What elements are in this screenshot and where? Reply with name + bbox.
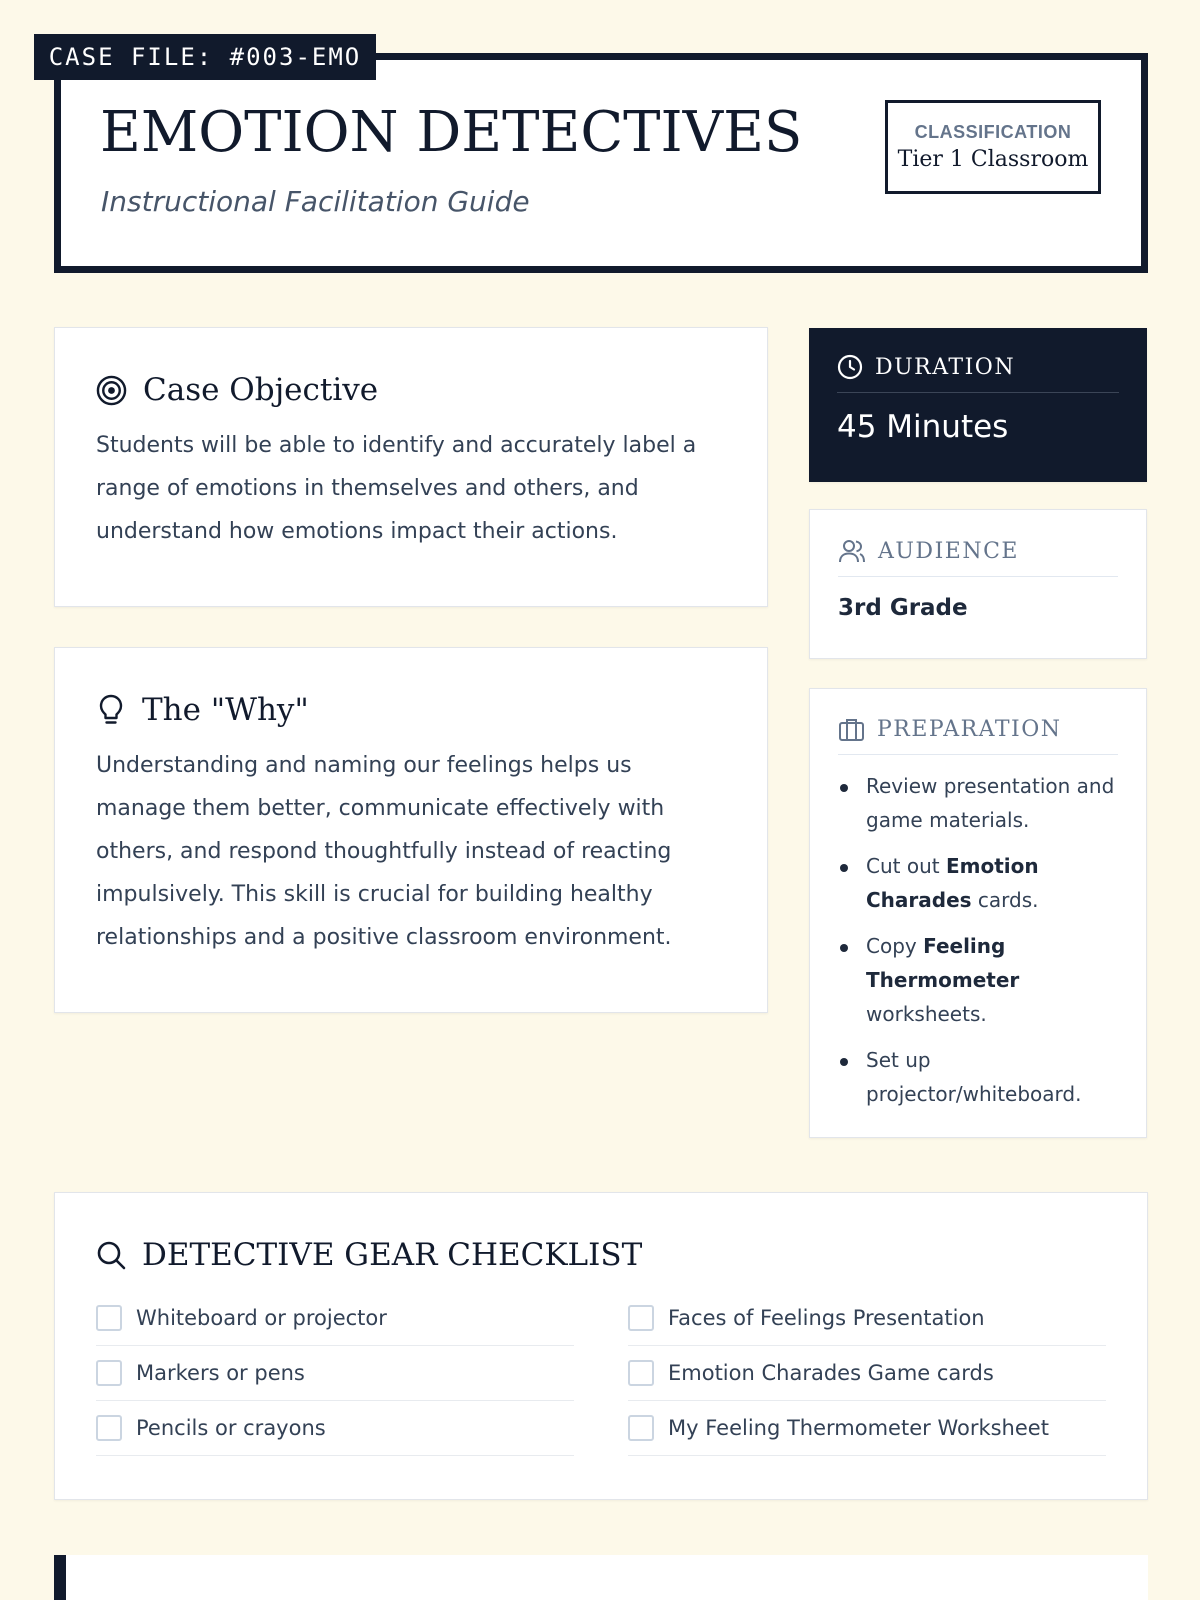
- why-heading: [96, 692, 727, 728]
- gear-item-label: Emotion Charades Game cards: [668, 1361, 994, 1385]
- classification-box: [885, 100, 1101, 194]
- gear-item[interactable]: [96, 1401, 574, 1456]
- preparation-heading: [838, 717, 1118, 755]
- checkbox[interactable]: [628, 1305, 654, 1331]
- checkbox[interactable]: [96, 1305, 122, 1331]
- why-card: [54, 647, 768, 1013]
- why-title: The "Why": [142, 692, 309, 728]
- gear-item-label: Pencils or crayons: [136, 1416, 326, 1440]
- gear-item-label: Markers or pens: [136, 1361, 305, 1385]
- classification-label: CLASSIFICATION: [914, 122, 1072, 142]
- checkbox[interactable]: [96, 1415, 122, 1441]
- gear-item[interactable]: [96, 1291, 574, 1346]
- objective-title: Case Objective: [143, 372, 379, 408]
- preparation-card: [809, 688, 1147, 1138]
- gear-item[interactable]: [628, 1291, 1106, 1346]
- page-subtitle: Instructional Facilitation Guide: [101, 185, 530, 218]
- objective-text: Students will be able to identify and accurately label a range of emotions in themselves and others, and understand how emotions impact their actions.: [96, 433, 697, 544]
- checkbox[interactable]: [628, 1415, 654, 1441]
- gear-item-label: Whiteboard or projector: [136, 1306, 387, 1330]
- clock-icon: [837, 354, 863, 380]
- audience-heading: [838, 538, 1118, 577]
- audience-label: AUDIENCE: [878, 538, 1019, 564]
- preparation-item: Copy Feeling Thermometer worksheets.: [838, 929, 1118, 1031]
- preparation-item: Set up projector/whiteboard.: [838, 1043, 1118, 1111]
- gear-item[interactable]: [628, 1401, 1106, 1456]
- gear-list: [96, 1291, 1107, 1456]
- preparation-item: Review presentation and game materials.: [838, 769, 1118, 837]
- audience-card: [809, 509, 1147, 659]
- checkbox[interactable]: [96, 1360, 122, 1386]
- gear-item-label: Faces of Feelings Presentation: [668, 1306, 985, 1330]
- checkbox[interactable]: [628, 1360, 654, 1386]
- audience-value: 3rd Grade: [838, 595, 968, 621]
- briefcase-icon: [838, 717, 865, 742]
- gear-heading: [96, 1237, 1107, 1273]
- page-title: EMOTION DETECTIVES: [100, 100, 803, 165]
- objective-heading: [96, 372, 727, 408]
- lightbulb-icon: [96, 693, 126, 727]
- preparation-item: Cut out Emotion Charades cards.: [838, 849, 1118, 917]
- next-section-card: [54, 1555, 1148, 1600]
- preparation-list: [838, 769, 1118, 1111]
- gear-item[interactable]: [628, 1346, 1106, 1401]
- gear-item[interactable]: [96, 1346, 574, 1401]
- duration-heading: [837, 354, 1119, 393]
- duration-value: 45 Minutes: [837, 409, 1009, 445]
- classification-value: Tier 1 Classroom: [897, 147, 1089, 172]
- why-text: Understanding and naming our feelings helps us manage them better, communicate effectively with others, and respond thoughtfully instead of reacting impulsively. This skill is crucial for building healthy relationships and a positive classroom environment.: [96, 753, 672, 950]
- gear-checklist-card: [54, 1192, 1148, 1500]
- target-icon: [96, 375, 127, 406]
- gear-title: DETECTIVE GEAR CHECKLIST: [142, 1237, 643, 1273]
- gear-item-label: My Feeling Thermometer Worksheet: [668, 1416, 1049, 1440]
- users-icon: [838, 538, 866, 564]
- duration-card: [809, 328, 1147, 482]
- case-file-tag: CASE FILE: #003-EMO: [34, 34, 376, 80]
- duration-label: DURATION: [875, 354, 1016, 380]
- search-icon: [96, 1240, 126, 1270]
- objective-card: [54, 327, 768, 607]
- preparation-label: PREPARATION: [877, 717, 1062, 742]
